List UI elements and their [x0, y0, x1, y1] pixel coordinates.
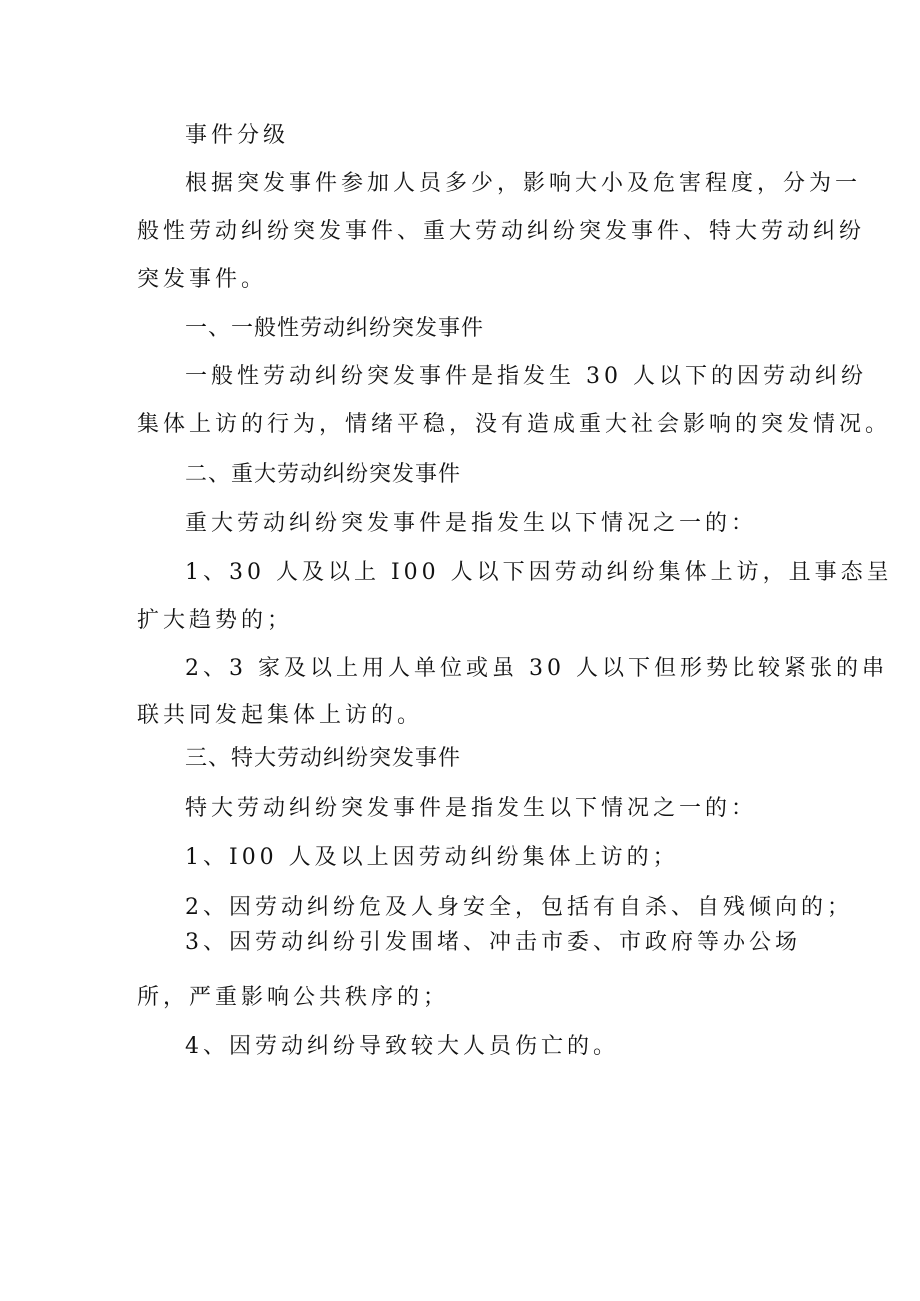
document-heading: 事件分级 [185, 123, 290, 148]
section-3-lead: 特大劳动纠纷突发事件是指发生以下情况之一的： [185, 796, 758, 821]
section-3-item-4: 4、因劳动纠纷导致较大人员伤亡的。 [185, 1034, 619, 1059]
intro-line-2: 般性劳动纠纷突发事件、重大劳动纠纷突发事件、特大劳动纠纷 [137, 219, 866, 244]
section-3-item-1: 1、I00 人及以上因劳动纠纷集体上访的； [185, 845, 679, 870]
section-2-lead: 重大劳动纠纷突发事件是指发生以下情况之一的： [185, 511, 758, 536]
section-2-item-2-line-2: 联共同发起集体上访的。 [137, 703, 424, 728]
section-3-title: 三、特大劳动纠纷突发事件 [185, 746, 462, 771]
intro-line-1: 根据突发事件参加人员多少，影响大小及危害程度，分为一 [185, 171, 862, 196]
section-1-line-1: 一般性劳动纠纷突发事件是指发生 30 人以下的因劳动纠纷 [185, 364, 867, 389]
section-3-item-3-line-1: 3、因劳动纠纷引发围堵、冲击市委、市政府等办公场 [185, 930, 801, 955]
section-2-item-2-line-1: 2、3 家及以上用人单位或虽 30 人以下但形势比较紧张的串 [185, 656, 888, 681]
section-3-item-3-line-2: 所，严重影响公共秩序的； [137, 985, 450, 1010]
section-1-title: 一、一般性劳动纠纷突发事件 [185, 316, 485, 341]
section-2-item-1-line-1: 1、30 人及以上 I00 人以下因劳动纠纷集体上访，且事态呈 [185, 560, 893, 585]
section-1-line-2: 集体上访的行为，情绪平稳，没有造成重大社会影响的突发情况。 [137, 412, 892, 437]
intro-line-3: 突发事件。 [137, 267, 268, 292]
section-2-title: 二、重大劳动纠纷突发事件 [185, 462, 462, 487]
section-2-item-1-line-2: 扩大趋势的； [137, 608, 294, 633]
section-3-item-2: 2、因劳动纠纷危及人身安全，包括有自杀、自残倾向的； [185, 895, 853, 920]
